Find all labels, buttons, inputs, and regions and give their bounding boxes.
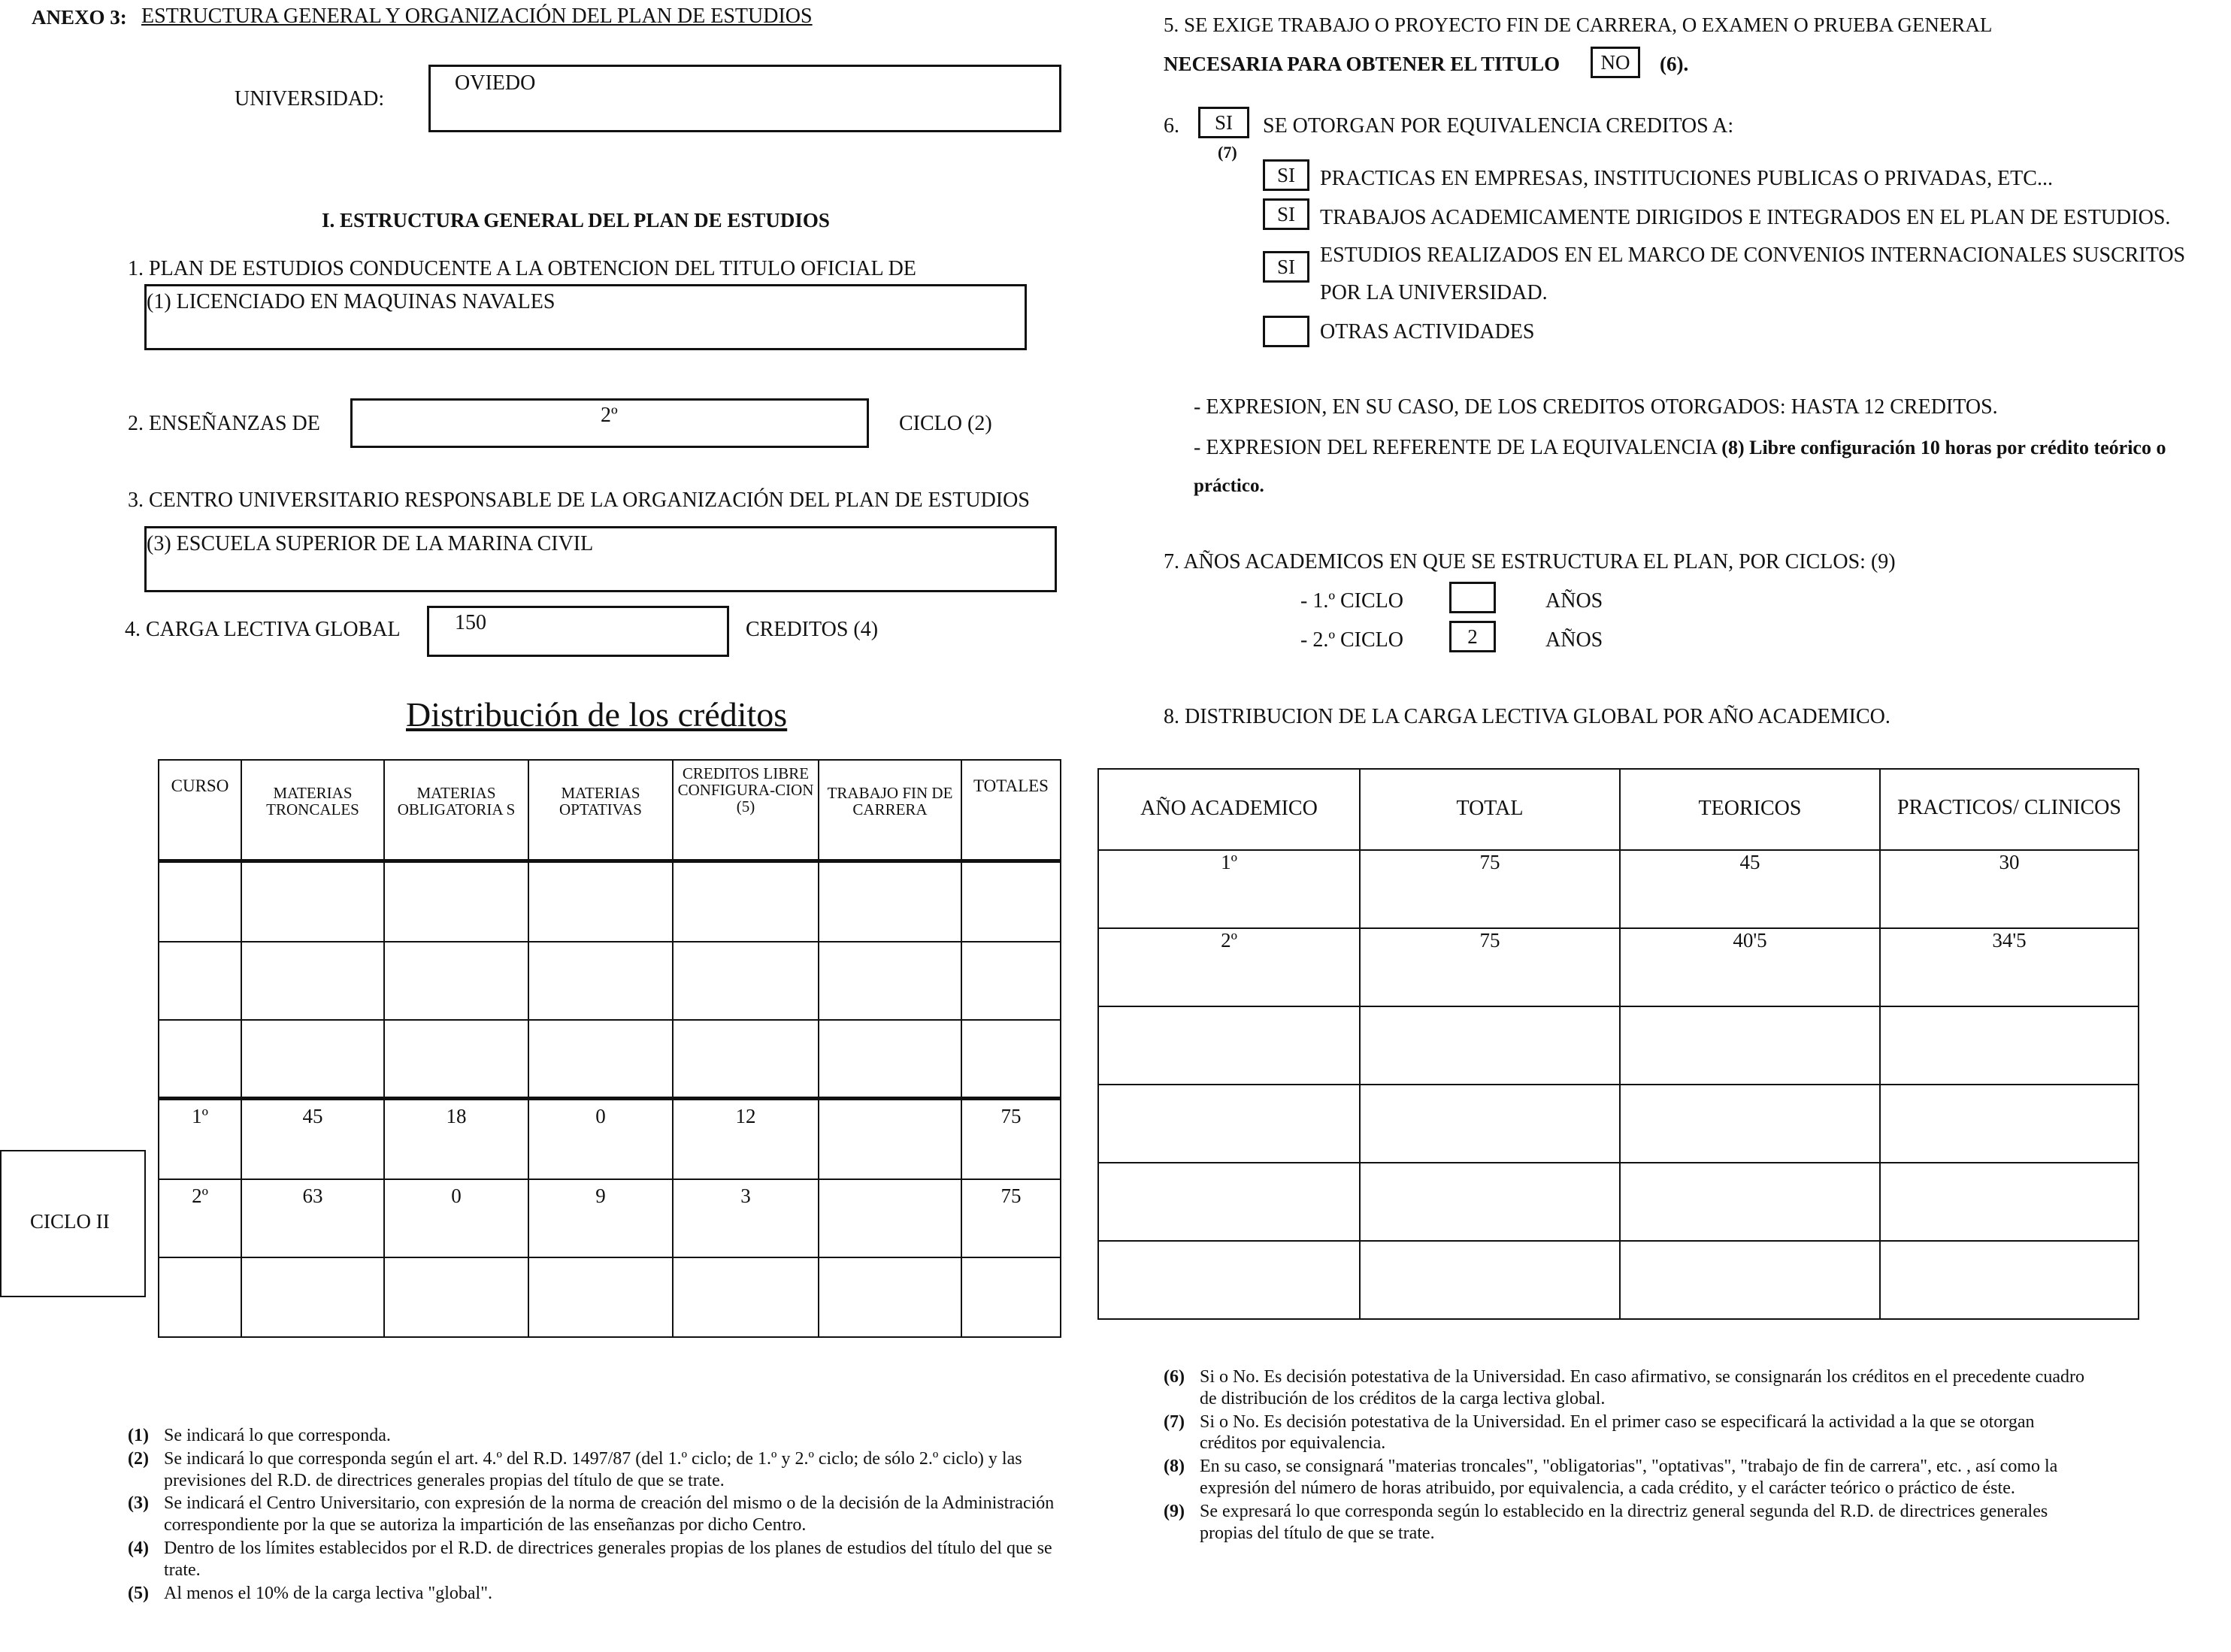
- ciclo-ii-label: CICLO II: [30, 1210, 110, 1233]
- footnote-number: (1): [128, 1426, 149, 1445]
- item4-label: 4. CARGA LECTIVA GLOBAL: [125, 618, 401, 641]
- header-total: TOTAL: [1360, 769, 1620, 850]
- footnotes-right: [1164, 1366, 2096, 1545]
- cell-total: 75: [1360, 850, 1620, 928]
- footnote: [1164, 1366, 2096, 1410]
- cell-curso: 1º: [159, 1098, 241, 1179]
- anexo-label: ANEXO 3:: [32, 6, 127, 29]
- cell-obligatorias: [384, 861, 528, 942]
- item6-note: (7): [1218, 143, 1237, 162]
- universidad-value: OVIEDO: [455, 71, 536, 95]
- cell-total: [1360, 1006, 1620, 1085]
- footnote: [128, 1448, 1060, 1492]
- item6-label: SE OTORGAN POR EQUIVALENCIA CREDITOS A:: [1263, 114, 1734, 138]
- option-otras-text: OTRAS ACTIVIDADES: [1320, 320, 1535, 343]
- cell-libre-configuracion: [673, 1020, 819, 1098]
- cell-trabajo-fin: [819, 861, 961, 942]
- cell-anio: 2º: [1098, 928, 1360, 1006]
- footnote-text: Se expresará lo que corresponda según lo establecido en la directriz general segunda del R.D. de directrices generales propias del título de que se trate.: [1200, 1501, 2048, 1543]
- distribucion-row: [159, 1179, 1061, 1257]
- item6-checkbox: SI: [1198, 107, 1249, 138]
- distribucion-header-row: [159, 760, 1061, 861]
- cell-trabajo-fin: [819, 1179, 961, 1257]
- distribucion-row: [159, 1020, 1061, 1098]
- item5-checkbox: NO: [1591, 47, 1640, 78]
- option-trabajos-checkbox: SI: [1263, 198, 1309, 230]
- cell-practicos: [1880, 1006, 2139, 1085]
- cell-practicos: [1880, 1085, 2139, 1163]
- expresion-creditos: - EXPRESION, EN SU CASO, DE LOS CREDITOS OTORGADOS: HASTA 12 CREDITOS.: [1194, 395, 1998, 419]
- cell-optativas: [528, 1020, 673, 1098]
- cell-curso: [159, 942, 241, 1020]
- section-title: I. ESTRUCTURA GENERAL DEL PLAN DE ESTUDIOS: [322, 209, 830, 231]
- cell-troncales: 45: [241, 1098, 384, 1179]
- cell-libre-configuracion: 12: [673, 1098, 819, 1179]
- header-teoricos: TEORICOS: [1620, 769, 1880, 850]
- footnote-text: Dentro de los límites establecidos por el R.D. de directrices generales propias de los planes de estudios del título del que se trate.: [164, 1538, 1052, 1580]
- ciclo1-unit: AÑOS: [1545, 589, 1603, 613]
- cell-troncales: [241, 1020, 384, 1098]
- cell-trabajo-fin: [819, 1257, 961, 1337]
- header-obligatorias: MATERIAS OBLIGATORIA S: [384, 760, 528, 861]
- cell-curso: [159, 861, 241, 942]
- cell-total: [1360, 1241, 1620, 1319]
- ciclo1-label: - 1.º CICLO: [1300, 589, 1404, 613]
- footnote-number: (8): [1164, 1457, 1185, 1477]
- header-anio-academico: AÑO ACADEMICO: [1098, 769, 1360, 850]
- cell-totales: [961, 942, 1061, 1020]
- cell-anio: [1098, 1085, 1360, 1163]
- distribucion-row: [159, 1257, 1061, 1337]
- cell-obligatorias: [384, 942, 528, 1020]
- footnote-text: Si o No. Es decisión potestativa de la Universidad. En caso afirmativo, se consignarán los créditos en el precedente cuadro de distribución de los créditos de la carga lectiva global.: [1200, 1367, 2084, 1408]
- cell-teoricos: 40'5: [1620, 928, 1880, 1006]
- cell-optativas: [528, 942, 673, 1020]
- item5-line2: NECESARIA PARA OBTENER EL TITULO: [1164, 53, 1560, 75]
- anio-row: [1098, 1163, 2139, 1241]
- distribucion-row: [159, 1098, 1061, 1179]
- footnotes-left: [128, 1425, 1060, 1605]
- ciclo-suffix: CICLO (2): [899, 412, 992, 435]
- header-troncales: MATERIAS TRONCALES: [241, 760, 384, 861]
- cell-trabajo-fin: [819, 942, 961, 1020]
- ensenanzas-field: [350, 398, 869, 448]
- cell-libre-configuracion: [673, 1257, 819, 1337]
- footnote: [128, 1538, 1060, 1581]
- expresion-referente-b: (8) Libre configuración 10 horas por crédito teórico o: [1721, 437, 2166, 458]
- footnote-number: (5): [128, 1583, 149, 1603]
- option-practicas-checkbox: SI: [1263, 159, 1309, 191]
- item7-label: 7. AÑOS ACADEMICOS EN QUE SE ESTRUCTURA EL PLAN, POR CICLOS: (9): [1164, 550, 1896, 573]
- cell-curso: [159, 1020, 241, 1098]
- titulo-value: (1) LICENCIADO EN MAQUINAS NAVALES: [147, 290, 555, 313]
- cell-totales: [961, 1020, 1061, 1098]
- footnote-text: Al menos el 10% de la carga lectiva "global".: [164, 1583, 493, 1603]
- cell-total: [1360, 1085, 1620, 1163]
- cell-libre-configuracion: [673, 942, 819, 1020]
- header-totales: TOTALES: [961, 760, 1061, 861]
- centro-field: [144, 526, 1057, 592]
- anio-row: [1098, 1085, 2139, 1163]
- ciclo2-unit: AÑOS: [1545, 628, 1603, 652]
- cell-teoricos: 45: [1620, 850, 1880, 928]
- footnote-text: Se indicará lo que corresponda.: [164, 1426, 391, 1445]
- expresion-referente-a: - EXPRESION DEL REFERENTE DE LA EQUIVALENCIA: [1194, 436, 1717, 459]
- ciclo1-checkbox: [1449, 582, 1496, 613]
- anio-row: [1098, 1241, 2139, 1319]
- cell-teoricos: [1620, 1163, 1880, 1241]
- cell-total: [1360, 1163, 1620, 1241]
- anexo-title: ESTRUCTURA GENERAL Y ORGANIZACIÓN DEL PLAN DE ESTUDIOS: [141, 5, 813, 28]
- cell-anio: [1098, 1241, 1360, 1319]
- cell-totales: 75: [961, 1179, 1061, 1257]
- cell-troncales: 63: [241, 1179, 384, 1257]
- distribucion-table: [158, 759, 1061, 1338]
- cell-practicos: 30: [1880, 850, 2139, 928]
- creditos-suffix: CREDITOS (4): [746, 618, 879, 641]
- cell-optativas: 0: [528, 1098, 673, 1179]
- footnote: [128, 1493, 1060, 1536]
- anio-row: [1098, 850, 2139, 928]
- header-libre-configuracion: CREDITOS LIBRE CONFIGURA-CION (5): [673, 760, 819, 861]
- cell-trabajo-fin: [819, 1098, 961, 1179]
- expresion-referente-c: práctico.: [1194, 476, 1264, 496]
- cell-practicos: [1880, 1163, 2139, 1241]
- cell-trabajo-fin: [819, 1020, 961, 1098]
- cell-teoricos: [1620, 1006, 1880, 1085]
- item5-suffix: (6).: [1660, 53, 1689, 75]
- option-convenios-text: ESTUDIOS REALIZADOS EN EL MARCO DE CONVENIOS INTERNACIONALES SUSCRITOS: [1320, 244, 2186, 267]
- footnote-number: (2): [128, 1448, 149, 1469]
- cell-teoricos: [1620, 1085, 1880, 1163]
- centro-value: (3) ESCUELA SUPERIOR DE LA MARINA CIVIL: [147, 532, 594, 555]
- cell-totales: [961, 861, 1061, 942]
- cell-anio: [1098, 1006, 1360, 1085]
- cell-total: 75: [1360, 928, 1620, 1006]
- cell-obligatorias: [384, 1257, 528, 1337]
- header-curso: CURSO: [159, 760, 241, 861]
- cell-libre-configuracion: [673, 861, 819, 942]
- item6-num: 6.: [1164, 114, 1179, 138]
- cell-troncales: [241, 1257, 384, 1337]
- carga-por-anio-table: [1097, 768, 2139, 1320]
- ciclo2-checkbox: 2: [1449, 621, 1496, 652]
- cell-libre-configuracion: 3: [673, 1179, 819, 1257]
- footnote-number: (6): [1164, 1367, 1185, 1387]
- cell-curso: 2º: [159, 1179, 241, 1257]
- anio-row: [1098, 1006, 2139, 1085]
- cell-troncales: [241, 942, 384, 1020]
- footnote-number: (9): [1164, 1501, 1185, 1521]
- footnote: [1164, 1501, 2096, 1545]
- header-practicos: PRACTICOS/ CLINICOS: [1880, 769, 2139, 850]
- cell-obligatorias: [384, 1020, 528, 1098]
- footnote: [1164, 1456, 2096, 1499]
- footnote-number: (7): [1164, 1411, 1185, 1432]
- carga-field: [427, 606, 729, 657]
- cell-teoricos: [1620, 1241, 1880, 1319]
- header-trabajo-fin: TRABAJO FIN DE CARRERA: [819, 760, 961, 861]
- anio-row: [1098, 928, 2139, 1006]
- ciclo2-label: - 2.º CICLO: [1300, 628, 1404, 652]
- anio-header-row: [1098, 769, 2139, 850]
- universidad-label: UNIVERSIDAD:: [235, 87, 385, 110]
- option-convenios-checkbox: SI: [1263, 251, 1309, 283]
- expresion-referente: [1194, 437, 2166, 458]
- footnote-text: Se indicará el Centro Universitario, con expresión de la norma de creación del mismo o de la decisión de la Administración correspondiente por la que se autoriza la impartición de las enseñanzas por dicho Centro.: [164, 1493, 1055, 1536]
- footnote-text: Si o No. Es decisión potestativa de la Universidad. En el primer caso se especificará la actividad a la que se otorgan créditos por equivalencia.: [1200, 1411, 2035, 1454]
- footnote: [128, 1583, 1060, 1605]
- item5-line1: 5. SE EXIGE TRABAJO O PROYECTO FIN DE CARRERA, O EXAMEN O PRUEBA GENERAL: [1164, 14, 1993, 36]
- item8-label: 8. DISTRIBUCION DE LA CARGA LECTIVA GLOBAL POR AÑO ACADEMICO.: [1164, 705, 1890, 728]
- universidad-field: [428, 65, 1061, 132]
- footnote: [128, 1425, 1060, 1447]
- distribucion-row: [159, 861, 1061, 942]
- footnote-number: (4): [128, 1538, 149, 1558]
- distribucion-row: [159, 942, 1061, 1020]
- cell-anio: [1098, 1163, 1360, 1241]
- ciclo-ii-box: [0, 1150, 146, 1297]
- cell-curso: [159, 1257, 241, 1337]
- ensenanzas-value: 2º: [601, 404, 618, 427]
- cell-totales: 75: [961, 1098, 1061, 1179]
- option-convenios-text2: POR LA UNIVERSIDAD.: [1320, 281, 1548, 304]
- cell-totales: [961, 1257, 1061, 1337]
- cell-anio: 1º: [1098, 850, 1360, 928]
- cell-practicos: [1880, 1241, 2139, 1319]
- cell-obligatorias: 18: [384, 1098, 528, 1179]
- option-trabajos-text: TRABAJOS ACADEMICAMENTE DIRIGIDOS E INTEGRADOS EN EL PLAN DE ESTUDIOS.: [1320, 206, 2171, 229]
- item1-label: 1. PLAN DE ESTUDIOS CONDUCENTE A LA OBTENCION DEL TITULO OFICIAL DE: [128, 257, 916, 280]
- item3-label: 3. CENTRO UNIVERSITARIO RESPONSABLE DE LA ORGANIZACIÓN DEL PLAN DE ESTUDIOS: [128, 489, 1030, 512]
- cell-optativas: 9: [528, 1179, 673, 1257]
- option-otras-checkbox: [1263, 316, 1309, 347]
- footnote-number: (3): [128, 1493, 149, 1514]
- cell-obligatorias: 0: [384, 1179, 528, 1257]
- option-practicas-text: PRACTICAS EN EMPRESAS, INSTITUCIONES PUBLICAS O PRIVADAS, ETC...: [1320, 167, 2053, 190]
- distribucion-title: Distribución de los créditos: [406, 695, 788, 734]
- header-optativas: MATERIAS OPTATIVAS: [528, 760, 673, 861]
- item2-label: 2. ENSEÑANZAS DE: [128, 412, 320, 435]
- titulo-field: [144, 284, 1027, 350]
- cell-practicos: 34'5: [1880, 928, 2139, 1006]
- cell-optativas: [528, 1257, 673, 1337]
- cell-troncales: [241, 861, 384, 942]
- footnote: [1164, 1411, 2096, 1455]
- cell-optativas: [528, 861, 673, 942]
- carga-value: 150: [455, 611, 486, 634]
- footnote-text: Se indicará lo que corresponda según el art. 4.º del R.D. 1497/87 (del 1.º ciclo; de 1.º y 2.º ciclo; de sólo 2.º ciclo) y las previsiones del R.D. de directrices generales propias del título de que se trate.: [164, 1448, 1022, 1490]
- footnote-text: En su caso, se consignará "materias troncales", "obligatorias", "optativas", "trabajo de fin de carrera", etc. , así como la expresión del número de horas atribuido, por equivalencia, a cada crédito, y el carácter teórico o práctico de éste.: [1200, 1457, 2058, 1498]
